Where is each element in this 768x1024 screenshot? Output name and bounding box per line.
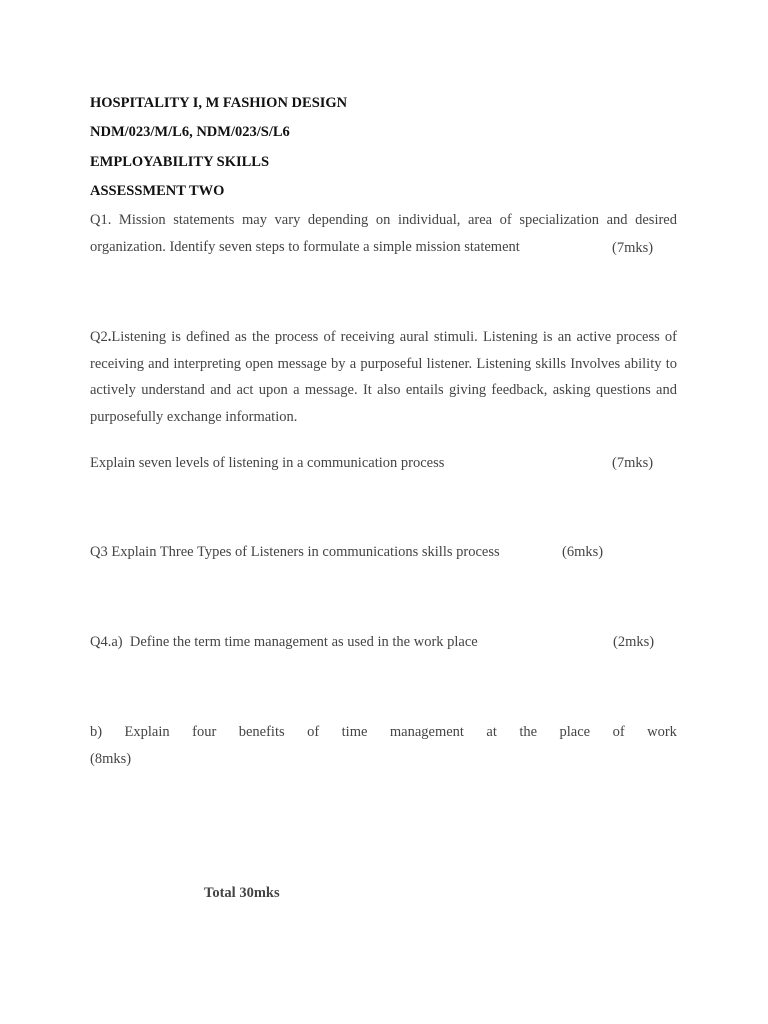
question-2-marks: (7mks) <box>612 455 654 471</box>
question-3-marks: (6mks) <box>562 544 604 560</box>
question-2-label-dot: . <box>107 329 112 345</box>
question-2-label: Q2 <box>90 329 108 345</box>
programme-title: HOSPITALITY I, M FASHION DESIGN <box>90 95 348 111</box>
q4b-word: management <box>389 724 464 740</box>
q4b-word: work <box>647 724 677 740</box>
q4b-word: at <box>486 724 497 740</box>
q4b-word: benefits <box>238 724 285 740</box>
question-4a: Q4.a) Define the term time management as used in the work place <box>90 634 478 650</box>
q4b-word: of <box>612 724 625 740</box>
unit-codes: NDM/023/M/L6, NDM/023/S/L6 <box>90 124 290 140</box>
question-2-prompt: Explain seven levels of listening in a communication process <box>90 455 445 471</box>
question-1-text: Q1. Mission statements may vary depending on individual, area of specialization and desired organization. Identify seven steps to formulate a simple mission statement <box>90 212 677 255</box>
q4b-word: the <box>519 724 538 740</box>
q4b-word: place <box>559 724 591 740</box>
q4b-word: b) <box>90 724 103 740</box>
q4b-word: Explain <box>124 724 170 740</box>
assessment-title: ASSESSMENT TWO <box>90 183 225 199</box>
q4b-word: time <box>341 724 368 740</box>
question-4b-marks: (8mks) <box>90 751 132 767</box>
question-1 <box>90 207 677 260</box>
question-3: Q3 Explain Three Types of Listeners in communications skills process <box>90 544 500 560</box>
q4b-word: four <box>192 724 217 740</box>
q4b-word: of <box>307 724 320 740</box>
total-marks: Total 30mks <box>204 885 280 901</box>
question-2-passage <box>90 324 677 430</box>
question-4b <box>90 723 677 741</box>
subject-title: EMPLOYABILITY SKILLS <box>90 154 270 170</box>
question-2-passage-text: Listening is defined as the process of receiving aural stimuli. Listening is an active process of receiving and interpreting open message by a purposeful listener. Listening skills Involves ability to actively understand and act upon a message. It also entails giving feedback, asking questions and purposefully exchange information. <box>90 329 677 425</box>
question-1-marks: (7mks) <box>612 240 654 256</box>
question-4a-marks: (2mks) <box>613 634 655 650</box>
